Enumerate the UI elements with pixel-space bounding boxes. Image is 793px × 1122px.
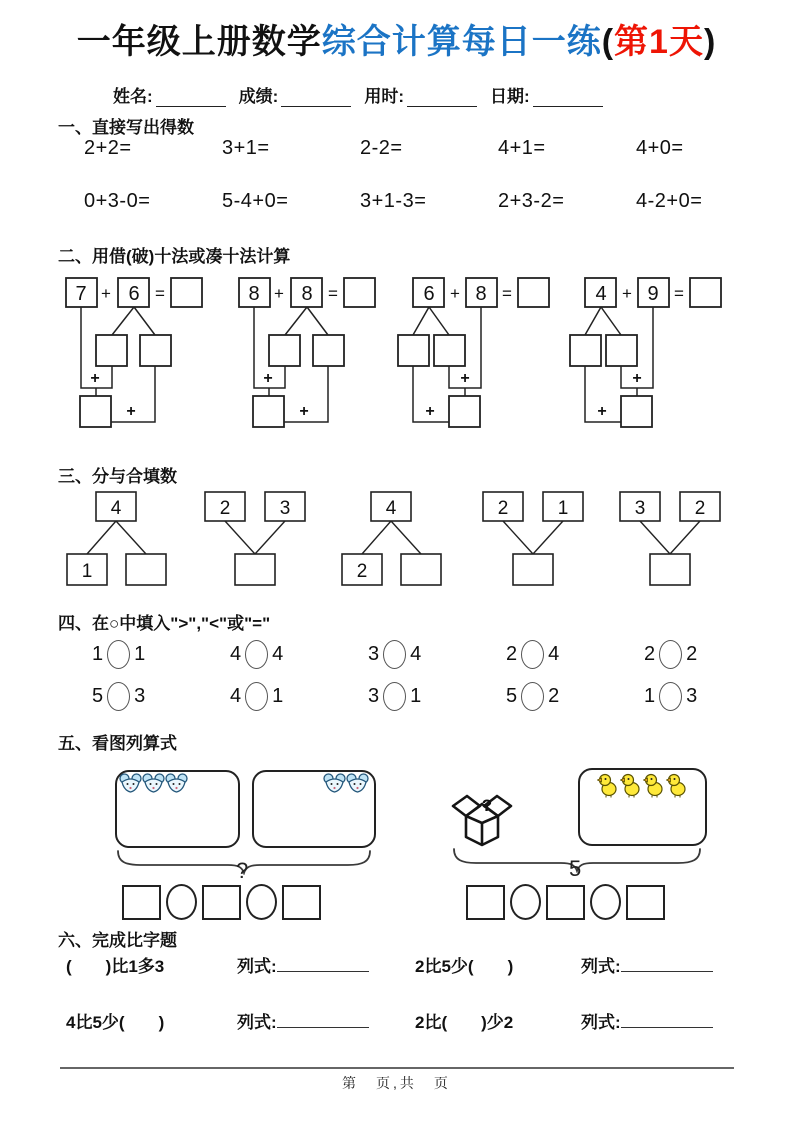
title-paren-open: ( bbox=[601, 23, 615, 61]
answer-box[interactable] bbox=[253, 396, 284, 427]
svg-text:+: + bbox=[263, 370, 273, 387]
title-blue: 综合计算每日一练 bbox=[321, 23, 602, 61]
svg-text:+: + bbox=[450, 284, 460, 303]
answer-box[interactable] bbox=[513, 554, 553, 585]
svg-text:+: + bbox=[90, 370, 100, 387]
compare-circle[interactable] bbox=[383, 640, 406, 669]
compare-item: 2 2 bbox=[644, 640, 782, 669]
answer-box[interactable] bbox=[126, 554, 166, 585]
answer-box[interactable] bbox=[449, 396, 480, 427]
compare-circle[interactable] bbox=[659, 640, 682, 669]
svg-text:8: 8 bbox=[475, 283, 487, 305]
time-blank[interactable] bbox=[407, 88, 477, 107]
compare-item: 1 3 bbox=[644, 682, 782, 711]
svg-text:+: + bbox=[632, 370, 642, 387]
equation-operator-circle[interactable] bbox=[590, 884, 621, 920]
svg-text:6: 6 bbox=[423, 283, 435, 305]
equation-operator-circle[interactable] bbox=[510, 884, 541, 920]
equation-number-box[interactable] bbox=[282, 885, 321, 920]
answer-box[interactable] bbox=[96, 335, 127, 366]
svg-text:3: 3 bbox=[634, 498, 646, 519]
equation-number-box[interactable] bbox=[122, 885, 161, 920]
footer-page-text: 第 页,共 页 bbox=[342, 1075, 451, 1091]
problem: 0+3-0= bbox=[84, 190, 151, 212]
chick-icon bbox=[643, 772, 664, 798]
answer-box[interactable] bbox=[344, 278, 375, 307]
svg-text:3: 3 bbox=[279, 498, 291, 519]
svg-text:+: + bbox=[622, 284, 632, 303]
equation-blank[interactable] bbox=[621, 1012, 713, 1028]
svg-text:4: 4 bbox=[110, 498, 122, 519]
number-bond-split bbox=[66, 491, 168, 587]
svg-text:8: 8 bbox=[248, 283, 260, 305]
score-label: 成绩: bbox=[238, 87, 279, 106]
svg-text:=: = bbox=[502, 284, 512, 303]
equation-blank[interactable] bbox=[277, 956, 369, 972]
svg-text:2: 2 bbox=[219, 498, 231, 519]
compare-item: 2 4 bbox=[506, 640, 644, 669]
name-field bbox=[113, 82, 226, 107]
equation-line: 列式: bbox=[237, 1008, 369, 1033]
svg-text:1: 1 bbox=[557, 498, 569, 519]
compare-item: 4 1 bbox=[230, 682, 368, 711]
svg-text:=: = bbox=[674, 284, 684, 303]
name-label: 姓名: bbox=[113, 87, 153, 106]
ten-method-diagram bbox=[64, 276, 204, 431]
svg-text:8: 8 bbox=[301, 283, 313, 305]
problem: 2+3-2= bbox=[498, 190, 565, 212]
compare-item: 3 4 bbox=[368, 640, 506, 669]
answer-box[interactable] bbox=[140, 335, 171, 366]
compare-item: 3 1 bbox=[368, 682, 506, 711]
answer-box[interactable] bbox=[690, 278, 721, 307]
chick-icon bbox=[597, 772, 618, 798]
compare-circle[interactable] bbox=[245, 640, 268, 669]
equation-slots bbox=[466, 884, 665, 920]
word-problem: ( )比1多3 bbox=[66, 957, 165, 976]
title-day: 第1天 bbox=[614, 23, 704, 61]
mouse-icon bbox=[165, 773, 188, 793]
compare-item: 1 1 bbox=[92, 640, 230, 669]
footer-divider bbox=[60, 1067, 734, 1069]
svg-text:+: + bbox=[126, 403, 136, 420]
answer-box[interactable] bbox=[171, 278, 202, 307]
svg-text:2: 2 bbox=[356, 561, 368, 582]
svg-text:+: + bbox=[274, 284, 284, 303]
svg-text:+: + bbox=[597, 403, 607, 420]
problem: 4+1= bbox=[498, 137, 546, 159]
word-problem: 2比5少( ) bbox=[415, 957, 514, 976]
section5-header: 五、看图列算式 bbox=[58, 734, 177, 753]
section1-row1 bbox=[84, 137, 774, 160]
answer-box[interactable] bbox=[80, 396, 111, 427]
name-blank[interactable] bbox=[156, 88, 226, 107]
compare-item: 4 4 bbox=[230, 640, 368, 669]
section6-header: 六、完成比字题 bbox=[58, 931, 177, 950]
mouse-icon bbox=[323, 773, 346, 793]
time-label: 用时: bbox=[364, 87, 405, 106]
problem: 4-2+0= bbox=[636, 190, 703, 212]
mouse-icon bbox=[142, 773, 165, 793]
answer-box[interactable] bbox=[269, 335, 300, 366]
number-bond-split bbox=[341, 491, 443, 587]
problem: 2-2= bbox=[360, 137, 403, 159]
compare-circle[interactable] bbox=[521, 682, 544, 711]
info-line bbox=[113, 82, 603, 107]
svg-text:=: = bbox=[328, 284, 338, 303]
problem: 4+0= bbox=[636, 137, 684, 159]
answer-box[interactable] bbox=[570, 335, 601, 366]
equation-line: 列式: bbox=[581, 1008, 713, 1033]
ten-method-diagram bbox=[237, 276, 377, 431]
svg-text:2: 2 bbox=[694, 498, 706, 519]
answer-box[interactable] bbox=[621, 396, 652, 427]
compare-circle[interactable] bbox=[383, 682, 406, 711]
answer-box[interactable] bbox=[518, 278, 549, 307]
section4-row1 bbox=[92, 640, 782, 669]
number-bond-combine bbox=[204, 491, 306, 587]
problem: 3+1-3= bbox=[360, 190, 427, 212]
svg-text:2: 2 bbox=[497, 498, 509, 519]
word-problem: 4比5少( ) bbox=[66, 1013, 165, 1032]
title-black: 一年级上册数学 bbox=[76, 23, 322, 61]
equation-number-box[interactable] bbox=[202, 885, 241, 920]
ten-method-diagram bbox=[568, 276, 722, 431]
number-bond-combine bbox=[482, 491, 584, 587]
svg-text:9: 9 bbox=[647, 283, 659, 305]
section4-row2 bbox=[92, 682, 782, 711]
svg-text:+: + bbox=[460, 370, 470, 387]
answer-box[interactable] bbox=[398, 335, 429, 366]
svg-text:4: 4 bbox=[385, 498, 397, 519]
svg-text:+: + bbox=[299, 403, 309, 420]
equation-operator-circle[interactable] bbox=[246, 884, 277, 920]
open-box-icon bbox=[450, 780, 514, 852]
date-label: 日期: bbox=[490, 87, 530, 106]
svg-text:1: 1 bbox=[81, 561, 93, 582]
chick-icon bbox=[620, 772, 641, 798]
equation-line: 列式: bbox=[581, 952, 713, 977]
answer-box[interactable] bbox=[401, 554, 441, 585]
section1-row2 bbox=[84, 190, 774, 213]
section1-header: 一、直接写出得数 bbox=[58, 118, 194, 137]
answer-box[interactable] bbox=[606, 335, 637, 366]
brace-label-total: 5 bbox=[569, 856, 582, 881]
page-title bbox=[0, 14, 793, 63]
equation-operator-circle[interactable] bbox=[166, 884, 197, 920]
section4-header: 四、在○中填入">","<"或"=" bbox=[58, 614, 271, 633]
equation-line: 列式: bbox=[237, 952, 369, 977]
svg-text:+: + bbox=[425, 403, 435, 420]
score-blank[interactable] bbox=[281, 88, 351, 107]
equation-number-box[interactable] bbox=[466, 885, 505, 920]
compare-circle[interactable] bbox=[107, 640, 130, 669]
problem: 2+2= bbox=[84, 137, 132, 159]
svg-text:=: = bbox=[155, 284, 165, 303]
svg-text:7: 7 bbox=[75, 283, 87, 305]
section2-header: 二、用借(破)十法或凑十法计算 bbox=[58, 247, 291, 266]
equation-blank[interactable] bbox=[621, 956, 713, 972]
section3-header: 三、分与合填数 bbox=[58, 467, 177, 486]
answer-box[interactable] bbox=[235, 554, 275, 585]
problem: 3+1= bbox=[222, 137, 270, 159]
equation-slots bbox=[122, 884, 321, 920]
equation-number-box[interactable] bbox=[626, 885, 665, 920]
problem: 5-4+0= bbox=[222, 190, 289, 212]
answer-box[interactable] bbox=[650, 554, 690, 585]
title-paren-close: ) bbox=[703, 23, 717, 61]
compare-circle[interactable] bbox=[659, 682, 682, 711]
date-field bbox=[490, 82, 603, 107]
mouse-icon bbox=[346, 773, 369, 793]
word-problem: 2比( )少2 bbox=[415, 1013, 514, 1032]
time-field bbox=[364, 82, 477, 107]
compare-item: 5 2 bbox=[506, 682, 644, 711]
equation-blank[interactable] bbox=[277, 1012, 369, 1028]
mouse-icon bbox=[119, 773, 142, 793]
equation-number-box[interactable] bbox=[546, 885, 585, 920]
svg-text:4: 4 bbox=[595, 283, 607, 305]
chick-icon bbox=[666, 772, 687, 798]
ten-method-diagram bbox=[396, 276, 550, 431]
compare-circle[interactable] bbox=[107, 682, 130, 711]
svg-text:+: + bbox=[101, 284, 111, 303]
answer-box[interactable] bbox=[313, 335, 344, 366]
brace-label-question: ? bbox=[236, 858, 249, 883]
compare-circle[interactable] bbox=[521, 640, 544, 669]
compare-item: 5 3 bbox=[92, 682, 230, 711]
svg-text:6: 6 bbox=[128, 283, 140, 305]
compare-circle[interactable] bbox=[245, 682, 268, 711]
number-bond-combine bbox=[619, 491, 721, 587]
answer-box[interactable] bbox=[434, 335, 465, 366]
score-field bbox=[239, 82, 352, 107]
date-blank[interactable] bbox=[533, 88, 603, 107]
svg-text:?: ? bbox=[481, 796, 493, 815]
